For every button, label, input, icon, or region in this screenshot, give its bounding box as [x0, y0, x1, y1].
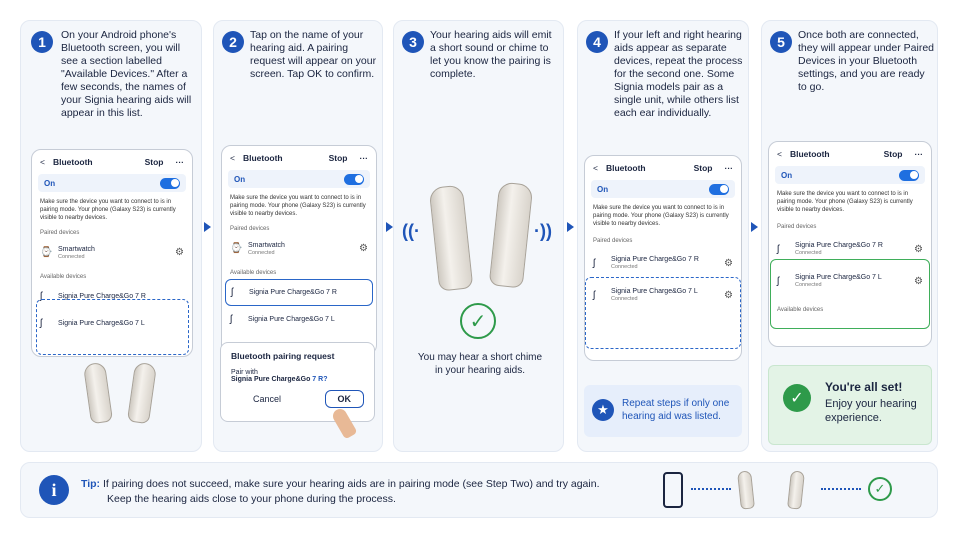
- step-4-text: If your left and right hearing aids appear as separate devices, repeat the process for the second one. Some Signia models pair as a single unit, while others list each ear individually.: [614, 29, 743, 119]
- arrow-icon: [567, 222, 574, 232]
- hearing-aid-image: [787, 470, 805, 509]
- check-circle-icon: ✓: [460, 303, 496, 339]
- device-name: [58, 246, 175, 260]
- device-status: Connected: [611, 264, 638, 270]
- cancel-button[interactable]: Cancel: [253, 394, 282, 404]
- bluetooth-on-row: [591, 180, 735, 198]
- tip-line-1: If pairing does not succeed, make sure your hearing aids are in pairing mode (see Step Two) and try again.: [102, 478, 600, 490]
- pairing-description: Make sure the device you want to connect to is in pairing mode. Your phone (Galaxy S23) is currently visible to nearby devices.: [777, 191, 913, 213]
- available-devices-heading: Available devices: [40, 274, 87, 280]
- tip-label: Tip:: [81, 478, 101, 490]
- all-set-title: You're all set!: [825, 380, 903, 394]
- back-icon[interactable]: <: [40, 157, 45, 167]
- tip-line-2: Keep the hearing aids close to your phone during the process.: [107, 493, 396, 505]
- bluetooth-title: Bluetooth: [605, 163, 646, 173]
- on-label: On: [597, 184, 609, 194]
- arrow-icon: [204, 222, 211, 232]
- back-icon[interactable]: <: [593, 163, 598, 173]
- more-icon[interactable]: ···: [359, 153, 368, 163]
- dialog-device-prefix: Signia Pure Charge&Go: [231, 376, 313, 383]
- hearing-aid-icon: ʃ: [230, 314, 233, 325]
- available-devices-heading: Available devices: [777, 307, 824, 313]
- bluetooth-title: Bluetooth: [52, 157, 93, 167]
- paired-devices-heading: Paired devices: [777, 224, 817, 230]
- bluetooth-header: [32, 150, 192, 174]
- bluetooth-on-row: [38, 174, 186, 192]
- device-label: Signia Pure Charge&Go 7 L: [248, 316, 335, 323]
- hearing-aid-image: [83, 362, 113, 424]
- device-label: Smartwatch: [248, 241, 285, 249]
- hearing-aid-icon: ʃ: [40, 291, 43, 302]
- ok-button[interactable]: OK: [325, 390, 365, 408]
- step-1-number: 1: [31, 31, 53, 53]
- device-label: Signia Pure Charge&Go 7 R: [58, 293, 146, 300]
- step-1-panel: [20, 20, 202, 452]
- repeat-note-box: [584, 385, 742, 437]
- back-icon[interactable]: <: [230, 153, 235, 163]
- device-status: Connected: [795, 282, 822, 288]
- bluetooth-header: [585, 156, 741, 180]
- paired-success-highlight: [770, 259, 930, 329]
- pairing-request-dialog: [220, 342, 375, 422]
- stop-button[interactable]: Stop: [883, 149, 903, 159]
- device-label: Signia Pure Charge&Go 7 L: [795, 274, 882, 281]
- phone-screen-2: [221, 145, 377, 355]
- hearing-aid-icon: ʃ: [777, 243, 780, 255]
- available-highlight: [36, 299, 189, 355]
- step-1-text: On your Android phone's Bluetooth screen, you will see a section labelled "Available Devices." After a few seconds, the names of your Signia hearing aids will appear in this list.: [61, 29, 192, 119]
- more-icon[interactable]: ···: [724, 163, 733, 173]
- info-icon: i: [39, 475, 69, 505]
- gear-icon[interactable]: ⚙: [724, 257, 733, 269]
- bluetooth-toggle[interactable]: [709, 184, 729, 195]
- arrow-icon: [386, 222, 393, 232]
- device-label: Smartwatch: [58, 245, 95, 253]
- sound-wave-icon: ·)): [534, 221, 552, 241]
- step-5-text: Once both are connected, they will appear under Paired Devices in your Bluetooth settings, and you are ready to go.: [798, 29, 934, 93]
- hearing-aid-image: [737, 470, 755, 509]
- device-label: Signia Pure Charge&Go 7 R: [249, 289, 337, 296]
- bluetooth-title: Bluetooth: [789, 149, 830, 159]
- dialog-title: Bluetooth pairing request: [231, 351, 335, 361]
- hearing-aid-image: [127, 362, 157, 424]
- paired-devices-heading: Paired devices: [230, 226, 270, 232]
- gear-icon[interactable]: ⚙: [359, 243, 368, 254]
- hearing-aid-icon: ʃ: [40, 318, 43, 329]
- hearing-aid-image: [429, 185, 474, 292]
- on-label: On: [781, 170, 793, 180]
- device-status: Connected: [248, 249, 275, 256]
- repeat-note-text: Repeat steps if only one hearing aid was listed.: [622, 398, 730, 422]
- device-label: Signia Pure Charge&Go 7 R: [611, 256, 699, 263]
- dialog-pair-with: Pair with: [231, 369, 258, 376]
- dotted-connector: [821, 488, 861, 490]
- more-icon[interactable]: ···: [914, 149, 923, 159]
- paired-highlight: [585, 277, 741, 349]
- bluetooth-on-row: [775, 166, 925, 184]
- device-right-aid[interactable]: [585, 247, 741, 279]
- dotted-connector: [691, 488, 731, 490]
- stop-button[interactable]: Stop: [693, 163, 713, 173]
- sound-wave-icon: ((·: [402, 221, 420, 241]
- gear-icon[interactable]: ⚙: [175, 247, 184, 258]
- gear-icon[interactable]: ⚙: [914, 275, 923, 287]
- watch-icon: ⌚: [40, 247, 53, 258]
- dialog-device-suffix: 7 R?: [312, 376, 328, 383]
- phone-icon: [663, 472, 683, 508]
- hearing-aid-image: [489, 182, 534, 289]
- pairing-description: Make sure the device you want to connect to is in pairing mode. Your phone (Galaxy S23) is currently visible to nearby devices.: [230, 195, 366, 217]
- check-circle-icon: ✓: [868, 477, 892, 501]
- device-smartwatch[interactable]: [32, 239, 192, 266]
- bluetooth-toggle[interactable]: [899, 170, 919, 181]
- paired-devices-heading: Paired devices: [593, 238, 633, 244]
- gear-icon[interactable]: ⚙: [724, 289, 733, 301]
- step-3-number: 3: [402, 31, 424, 53]
- watch-icon: ⌚: [230, 243, 243, 254]
- device-label: Signia Pure Charge&Go 7 R: [795, 242, 883, 249]
- on-label: On: [234, 174, 246, 184]
- step-4-number: 4: [586, 31, 608, 53]
- bluetooth-title: Bluetooth: [242, 153, 283, 163]
- check-circle-icon: ✓: [783, 384, 811, 412]
- step-3-text: Your hearing aids will emit a short sound or chime to let you know the pairing is complete.: [430, 29, 552, 80]
- available-devices-heading: Available devices: [230, 270, 277, 276]
- stop-button[interactable]: Stop: [144, 157, 164, 167]
- star-badge-icon: ★: [592, 399, 614, 421]
- step-2-number: 2: [222, 31, 244, 53]
- device-name: [611, 256, 724, 270]
- hearing-aid-icon: ʃ: [593, 289, 596, 301]
- device-label: Signia Pure Charge&Go 7 L: [611, 288, 698, 295]
- hearing-aid-icon: ʃ: [231, 287, 234, 298]
- bluetooth-header: [222, 146, 376, 170]
- device-status: Connected: [611, 296, 638, 302]
- device-status: Connected: [795, 250, 822, 256]
- step-5-panel: [761, 20, 938, 452]
- all-set-subtitle: Enjoy your hearing experience.: [825, 398, 917, 424]
- step-4-panel: [577, 20, 749, 452]
- tip-bar: [20, 462, 938, 518]
- device-status: Connected: [58, 253, 85, 260]
- device-smartwatch[interactable]: [222, 235, 376, 262]
- pairing-description: Make sure the device you want to connect to is in pairing mode. Your phone (Galaxy S23) is currently visible to nearby devices.: [40, 199, 176, 221]
- stop-button[interactable]: Stop: [328, 153, 348, 163]
- device-right-aid[interactable]: [225, 279, 373, 306]
- hearing-aid-icon: ʃ: [777, 275, 780, 287]
- step-3-panel: [393, 20, 564, 452]
- pairing-description: Make sure the device you want to connect to is in pairing mode. Your phone (Galaxy S23) is currently visible to nearby devices.: [593, 205, 729, 227]
- hearing-aid-icon: ʃ: [593, 257, 596, 269]
- back-icon[interactable]: <: [777, 149, 782, 159]
- paired-devices-heading: Paired devices: [40, 230, 80, 236]
- bluetooth-toggle[interactable]: [344, 174, 364, 185]
- gear-icon[interactable]: ⚙: [914, 243, 923, 255]
- bluetooth-toggle[interactable]: [160, 178, 180, 189]
- bluetooth-on-row: [228, 170, 370, 188]
- bluetooth-header: [769, 142, 931, 166]
- all-set-box: [768, 365, 932, 445]
- arrow-icon: [751, 222, 758, 232]
- dialog-device: [231, 376, 364, 383]
- device-label: Signia Pure Charge&Go 7 L: [58, 320, 145, 327]
- step-2-text: Tap on the name of your hearing aid. A pairing request will appear on your screen. Tap OK to confirm.: [250, 29, 377, 80]
- device-left-aid[interactable]: [222, 306, 376, 333]
- chime-caption: You may hear a short chime in your hearing aids.: [417, 352, 543, 376]
- tip-text: [81, 477, 641, 507]
- step-5-number: 5: [770, 31, 792, 53]
- on-label: On: [44, 178, 56, 188]
- device-name: [795, 242, 914, 256]
- device-name: [248, 242, 359, 256]
- more-icon[interactable]: ···: [175, 157, 184, 167]
